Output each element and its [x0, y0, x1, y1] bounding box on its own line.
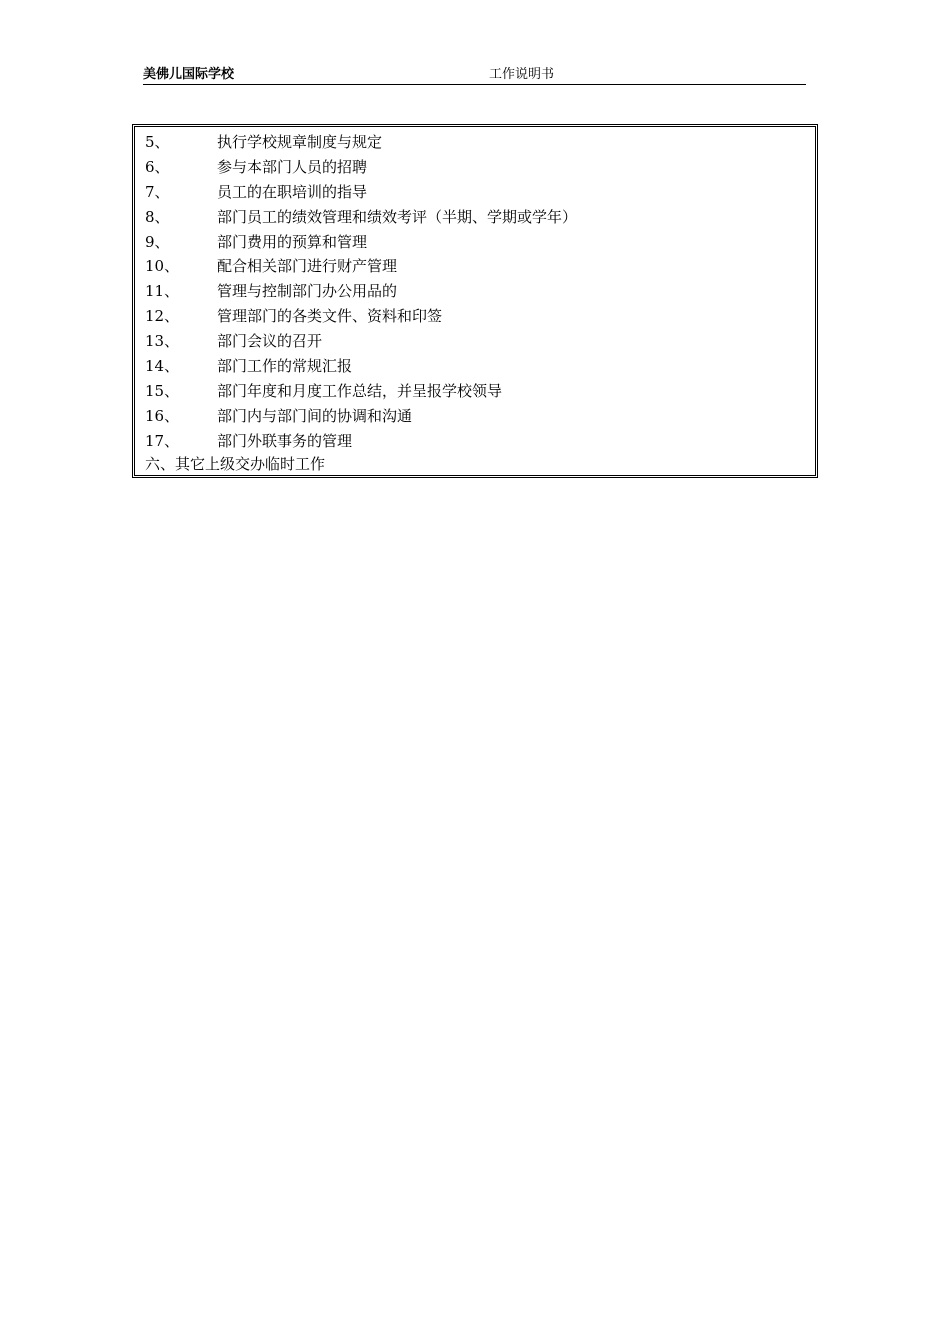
duty-item — [145, 354, 577, 379]
duty-number: 10、 — [145, 257, 180, 276]
duty-number: 14、 — [145, 357, 180, 376]
final-item: 六、其它上级交办临时工作 — [145, 455, 326, 473]
duty-item — [145, 329, 577, 354]
document-title: 工作说明书 — [489, 67, 555, 82]
duty-text: 管理部门的各类文件、资料和印签 — [217, 307, 443, 326]
duty-text: 管理与控制部门办公用品的 — [217, 282, 398, 301]
duty-item — [145, 205, 577, 230]
duty-item — [145, 429, 577, 454]
duty-item — [145, 180, 577, 205]
duty-text: 部门员工的绩效管理和绩效考评（半期、学期或学年） — [217, 207, 578, 226]
duty-item — [145, 279, 577, 304]
duty-item — [145, 404, 577, 429]
duty-number: 17、 — [145, 431, 180, 450]
duty-text: 部门会议的召开 — [217, 332, 323, 351]
duty-text: 部门内与部门间的协调和沟通 — [217, 406, 413, 425]
duty-item — [145, 254, 577, 279]
duty-text: 员工的在职培训的指导 — [217, 182, 368, 201]
duty-item — [145, 379, 577, 404]
page-header — [143, 66, 806, 85]
duty-text: 部门工作的常规汇报 — [217, 357, 353, 376]
duty-number: 11、 — [145, 282, 180, 301]
duty-text: 部门费用的预算和管理 — [217, 232, 368, 251]
duty-number: 12、 — [145, 307, 180, 326]
duty-number: 13、 — [145, 332, 180, 351]
duty-text: 参与本部门人员的招聘 — [217, 157, 368, 176]
duties-table — [132, 124, 818, 478]
duty-number: 7、 — [145, 182, 170, 201]
duty-text: 部门外联事务的管理 — [217, 431, 353, 450]
duty-number: 5、 — [145, 133, 170, 151]
duty-item — [145, 304, 577, 329]
duty-text: 执行学校规章制度与规定 — [217, 133, 383, 151]
duty-item — [145, 155, 577, 180]
duty-number: 16、 — [145, 406, 180, 425]
duty-text: 配合相关部门进行财产管理 — [217, 257, 398, 276]
duty-number: 15、 — [145, 381, 180, 400]
duty-item — [145, 230, 577, 255]
duty-number: 8、 — [145, 207, 170, 226]
school-name: 美佛儿国际学校 — [143, 67, 235, 82]
duty-item — [145, 130, 577, 155]
duty-text: 部门年度和月度工作总结，并呈报学校领导 — [217, 381, 503, 400]
duties-list — [145, 130, 577, 454]
duty-number: 6、 — [145, 157, 170, 176]
duty-number: 9、 — [145, 232, 170, 251]
